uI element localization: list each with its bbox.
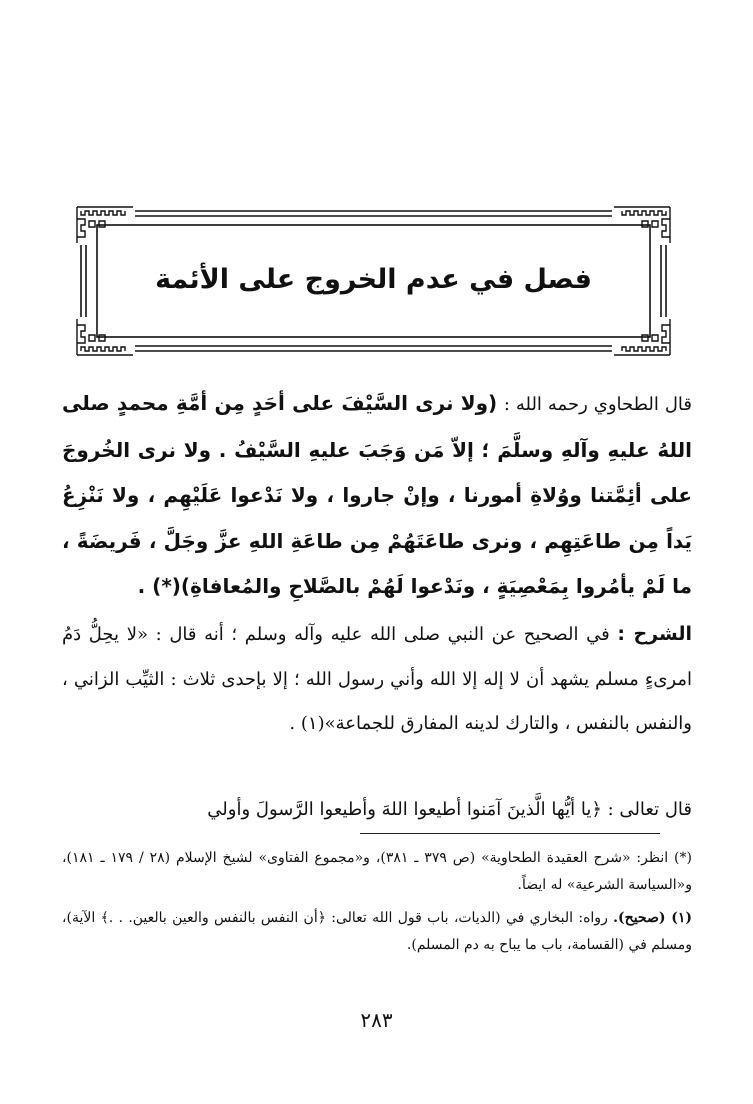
page-number: ٢٨٣ [360, 1008, 393, 1032]
sharh-text: في الصحيح عن النبي صلى الله عليه وآله وسلم ؛ أنه قال : [155, 624, 610, 645]
hadith-text: «لا يحِلُّ دَمُ امرىءٍ مسلم يشهد أن لا إله إلا الله وأني رسول الله ؛ إلا بإحدى ثلاث : الثيِّب الزاني ، والنفس بالنفس ، والتارك لدينه المفارق للجماعة»(١) . [62, 624, 692, 734]
footnote-1 [62, 905, 692, 959]
matn-intro: قال الطحاوي رحمه الله : [503, 394, 693, 415]
sharh-lead: الشرح : [617, 623, 692, 645]
matn-paragraph [62, 381, 692, 610]
footnote-separator [360, 833, 660, 834]
footnotes [62, 845, 692, 965]
sharh-paragraph [62, 612, 692, 747]
footnote-1-label: (١) (صحيح). [613, 910, 693, 926]
ayah-line: قال تعالى : ﴿يا أيُّها الَّذينَ آمَنوا أطيعوا اللهَ وأطيعوا الرَّسولَ وأولي [207, 799, 692, 820]
matn-quote: (ولا نرى السَّيْفَ على أحَدٍ مِن أمَّةِ محمدٍ صلى اللهُ عليهِ وآلهِ وسلَّمَ ؛ إلاّ مَن وَجَبَ عليهِ السَّيْفُ . ولا نرى الخُروجَ على أئِمَّتنا ووُلاةِ أمورنا ، وإنْ جاروا ، ولا نَدْعوا عَلَيْهِم ، ولا نَنْزِعُ يَداً مِن طاعَتِهِم ، ونرى طاعَتَهُمْ مِن طاعَةِ اللهِ عزَّ وجَلَّ ، فَريضَةً ، ما لَمْ يأمُروا بِمَعْصِيَةٍ ، ونَدْعوا لَهُمْ بالصَّلاحِ والمُعافاةِ)(*) . [62, 391, 692, 598]
footnote-1-text: رواه: البخاري في (الديات، باب قول الله تعالى: ﴿أن النفس بالنفس والعين بالعين. . .﴾ الآية)، ومسلم في (القسامة، باب ما يباح به دم المسلم). [62, 910, 692, 953]
footnote-star: (*) انظر: «شرح العقيدة الطحاوية» (ص ٣٧٩ ـ ٣٨١)، و«مجموع الفتاوى» لشيخ الإسلام (٢٨ / ١٧٩ ـ ١٨١)، و«السياسة الشرعية» له ايضاً. [62, 850, 692, 893]
chapter-title: فصل في عدم الخروج على الأئمة [155, 264, 592, 295]
